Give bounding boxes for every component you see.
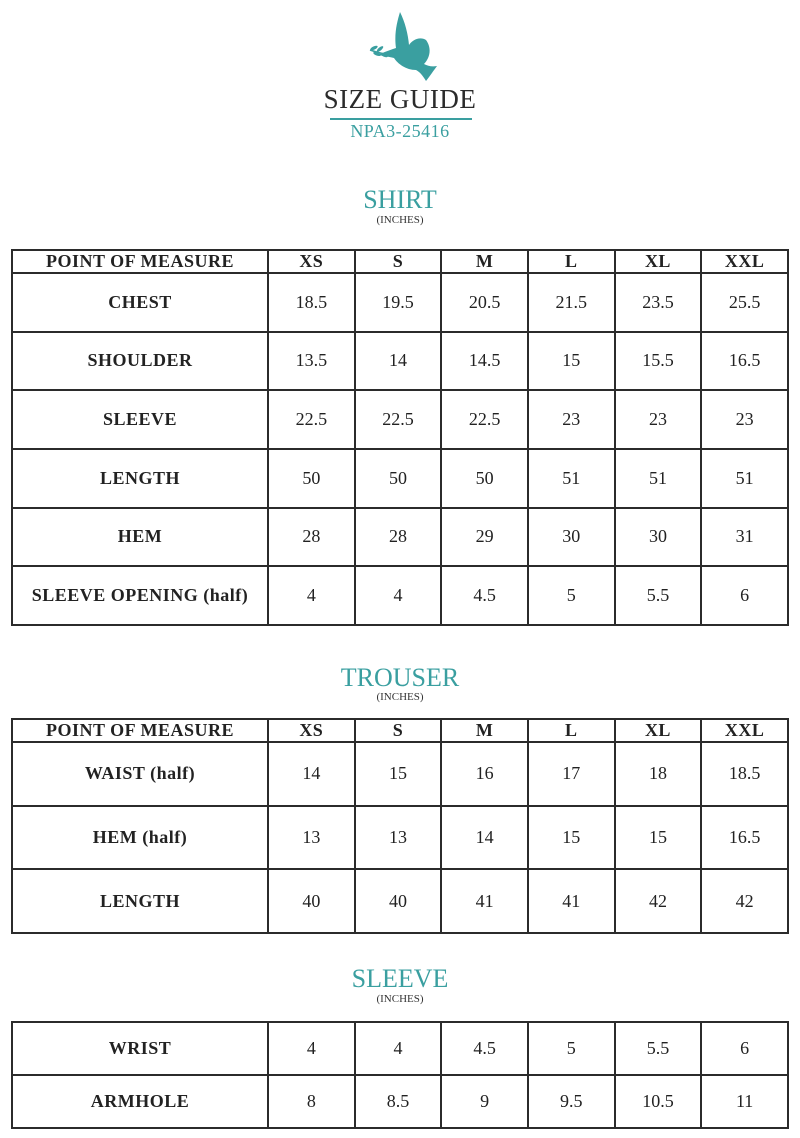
table-cell: 4.5 xyxy=(441,566,528,625)
table-cell: 50 xyxy=(441,449,528,508)
row-label: HEM xyxy=(12,508,268,567)
table-cell: 23 xyxy=(701,390,788,449)
dove-with-olive-branch-icon xyxy=(360,8,440,88)
table-cell: 10.5 xyxy=(615,1075,702,1128)
column-header: M xyxy=(441,719,528,742)
row-label: WRIST xyxy=(12,1022,268,1075)
table-cell: 4 xyxy=(268,1022,355,1075)
row-label: SLEEVE xyxy=(12,390,268,449)
trouser-section-title: TROUSER xyxy=(340,663,460,692)
product-code: NPA3-25416 xyxy=(350,121,450,141)
table-cell: 23 xyxy=(615,390,702,449)
table-cell: 20.5 xyxy=(441,273,528,332)
table-cell: 30 xyxy=(528,508,615,567)
table-cell: 19.5 xyxy=(355,273,442,332)
table-cell: 5 xyxy=(528,566,615,625)
table-cell: 41 xyxy=(528,869,615,933)
table-cell: 41 xyxy=(441,869,528,933)
column-header: S xyxy=(355,250,442,273)
table-cell: 42 xyxy=(701,869,788,933)
table-cell: 13.5 xyxy=(268,332,355,391)
row-label: LENGTH xyxy=(12,449,268,508)
table-cell: 29 xyxy=(441,508,528,567)
table-cell: 6 xyxy=(701,1022,788,1075)
table-cell: 4 xyxy=(268,566,355,625)
table-cell: 4.5 xyxy=(441,1022,528,1075)
table-cell: 5.5 xyxy=(615,1022,702,1075)
column-header: XL xyxy=(615,250,702,273)
column-header: POINT OF MEASURE xyxy=(12,719,268,742)
table-cell: 18.5 xyxy=(701,742,788,806)
row-label: SLEEVE OPENING (half) xyxy=(12,566,268,625)
table-row xyxy=(12,449,788,508)
table-cell: 22.5 xyxy=(441,390,528,449)
table-cell: 28 xyxy=(355,508,442,567)
row-label: ARMHOLE xyxy=(12,1075,268,1128)
table-cell: 50 xyxy=(355,449,442,508)
table-cell: 16 xyxy=(441,742,528,806)
table-cell: 15 xyxy=(528,806,615,870)
table-row xyxy=(12,742,788,806)
column-header: XXL xyxy=(701,250,788,273)
table-cell: 14.5 xyxy=(441,332,528,391)
table-cell: 11 xyxy=(701,1075,788,1128)
table-row xyxy=(12,1075,788,1128)
table-cell: 16.5 xyxy=(701,332,788,391)
column-header: L xyxy=(528,719,615,742)
table-cell: 9.5 xyxy=(528,1075,615,1128)
table-cell: 25.5 xyxy=(701,273,788,332)
column-header: XXL xyxy=(701,719,788,742)
table-cell: 16.5 xyxy=(701,806,788,870)
table-cell: 8 xyxy=(268,1075,355,1128)
table-row xyxy=(12,869,788,933)
table-cell: 51 xyxy=(615,449,702,508)
table-cell: 21.5 xyxy=(528,273,615,332)
table-cell: 15 xyxy=(615,806,702,870)
table-cell: 23 xyxy=(528,390,615,449)
row-label: HEM (half) xyxy=(12,806,268,870)
table-cell: 18 xyxy=(615,742,702,806)
table-row xyxy=(12,508,788,567)
shirt-section-title: SHIRT xyxy=(363,185,437,214)
row-label: WAIST (half) xyxy=(12,742,268,806)
table-cell: 51 xyxy=(528,449,615,508)
trouser-size-table xyxy=(11,718,789,934)
table-cell: 4 xyxy=(355,1022,442,1075)
table-cell: 13 xyxy=(355,806,442,870)
shirt-unit: (INCHES) xyxy=(376,214,424,226)
sleeve-unit: (INCHES) xyxy=(376,993,424,1005)
table-cell: 5.5 xyxy=(615,566,702,625)
table-row xyxy=(12,566,788,625)
column-header: M xyxy=(441,250,528,273)
table-cell: 50 xyxy=(268,449,355,508)
table-cell: 15.5 xyxy=(615,332,702,391)
row-label: LENGTH xyxy=(12,869,268,933)
column-header: XS xyxy=(268,250,355,273)
table-cell: 23.5 xyxy=(615,273,702,332)
trouser-unit: (INCHES) xyxy=(376,691,424,703)
table-cell: 40 xyxy=(355,869,442,933)
table-cell: 42 xyxy=(615,869,702,933)
table-cell: 8.5 xyxy=(355,1075,442,1128)
title-underline xyxy=(330,118,472,120)
table-cell: 17 xyxy=(528,742,615,806)
table-cell: 15 xyxy=(528,332,615,391)
row-label: SHOULDER xyxy=(12,332,268,391)
column-header: L xyxy=(528,250,615,273)
table-header-row xyxy=(12,250,788,273)
table-cell: 15 xyxy=(355,742,442,806)
column-header: XS xyxy=(268,719,355,742)
column-header: POINT OF MEASURE xyxy=(12,250,268,273)
table-cell: 9 xyxy=(441,1075,528,1128)
table-cell: 18.5 xyxy=(268,273,355,332)
table-cell: 22.5 xyxy=(355,390,442,449)
page-title: SIZE GUIDE xyxy=(323,84,477,114)
table-cell: 5 xyxy=(528,1022,615,1075)
table-cell: 22.5 xyxy=(268,390,355,449)
table-row xyxy=(12,806,788,870)
table-cell: 14 xyxy=(268,742,355,806)
row-label: CHEST xyxy=(12,273,268,332)
table-cell: 14 xyxy=(355,332,442,391)
sleeve-section-title: SLEEVE xyxy=(351,964,449,993)
column-header: XL xyxy=(615,719,702,742)
table-cell: 40 xyxy=(268,869,355,933)
sleeve-size-table xyxy=(11,1021,789,1129)
table-cell: 6 xyxy=(701,566,788,625)
table-row xyxy=(12,1022,788,1075)
table-cell: 30 xyxy=(615,508,702,567)
table-cell: 13 xyxy=(268,806,355,870)
shirt-size-table xyxy=(11,249,789,626)
table-cell: 51 xyxy=(701,449,788,508)
table-cell: 4 xyxy=(355,566,442,625)
table-row xyxy=(12,332,788,391)
table-cell: 28 xyxy=(268,508,355,567)
table-header-row xyxy=(12,719,788,742)
column-header: S xyxy=(355,719,442,742)
table-cell: 31 xyxy=(701,508,788,567)
table-row xyxy=(12,273,788,332)
table-cell: 14 xyxy=(441,806,528,870)
table-row xyxy=(12,390,788,449)
